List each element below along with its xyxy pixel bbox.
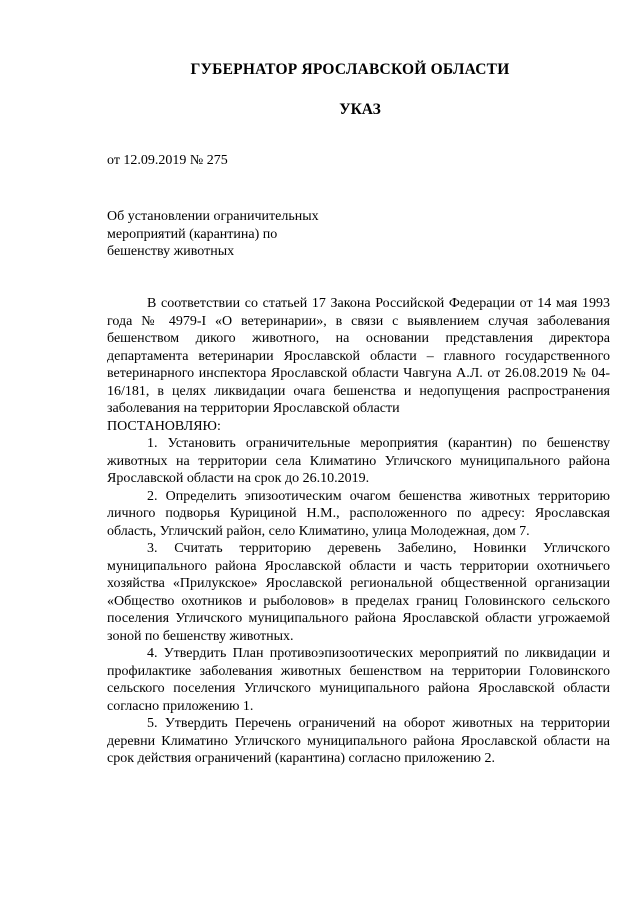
subject-line: мероприятий (карантина) по — [107, 226, 278, 242]
decree-item: 5. Утвердить Перечень ограничений на оборот животных на территории деревни Климатино Угличского муниципального района Ярославской области на срок действия ограничений (карантина) согласно приложению 2. — [107, 716, 610, 766]
subject-line: Об установлении ограничительных — [107, 209, 319, 224]
decree-item: 1. Установить ограничительные мероприятия (карантин) по бешенству животных на территории села Климатино Угличского муниципального района Ярославской области на срок до 26.10.2019. — [107, 436, 610, 486]
document-subject — [107, 208, 367, 261]
decree-item: 2. Определить эпизоотическим очагом бешенства животных территорию личного подворья Курициной Н.М., расположенного по адресу: Ярославская область, Угличский район, село Климатино, улица Молодежная, дом 7. — [107, 488, 610, 539]
document-body — [107, 295, 610, 768]
document-type-heading: УКАЗ — [339, 101, 381, 118]
decree-item: 3. Считать территорию деревень Забелино, Новинки Угличского муниципального района Ярославской области и часть территории охотничьего хозяйства «Прилукское» Ярославской региональной общественной организации «Общество охотников и рыболовов» в пределах границ Головинского сельского поселения Угличского муниципального района Ярославской области угрожаемой зоной по бешенству животных. — [107, 541, 610, 644]
decree-item: 4. Утвердить План противоэпизоотических мероприятий по ликвидации и профилактике заболевания животных бешенством на территории Головинского сельского поселения Угличского муниципального района Ярославской области согласно приложению 1. — [107, 646, 610, 714]
issuing-authority-title: ГУБЕРНАТОР ЯРОСЛАВСКОЙ ОБЛАСТИ — [190, 61, 510, 78]
preamble-paragraph: В соответствии со статьей 17 Закона Российской Федерации от 14 мая 1993 года № 4979-I «О ветеринарии», в связи с выявлением случая заболевания бешенством дикого животного, на основании представления директора департамента ветеринарии Ярославской области – главного государственного ветеринарного инспектора Ярославской области Чавгуна А.Л. от 26.08.2019 № 04-16/181, в целях ликвидации очага бешенства и недопущения распространения заболевания на территории Ярославской области — [107, 296, 610, 416]
decree-word: ПОСТАНОВЛЯЮ: — [107, 418, 221, 434]
date-and-number: от 12.09.2019 № 275 — [107, 153, 228, 168]
subject-line: бешенству животных — [107, 244, 235, 259]
